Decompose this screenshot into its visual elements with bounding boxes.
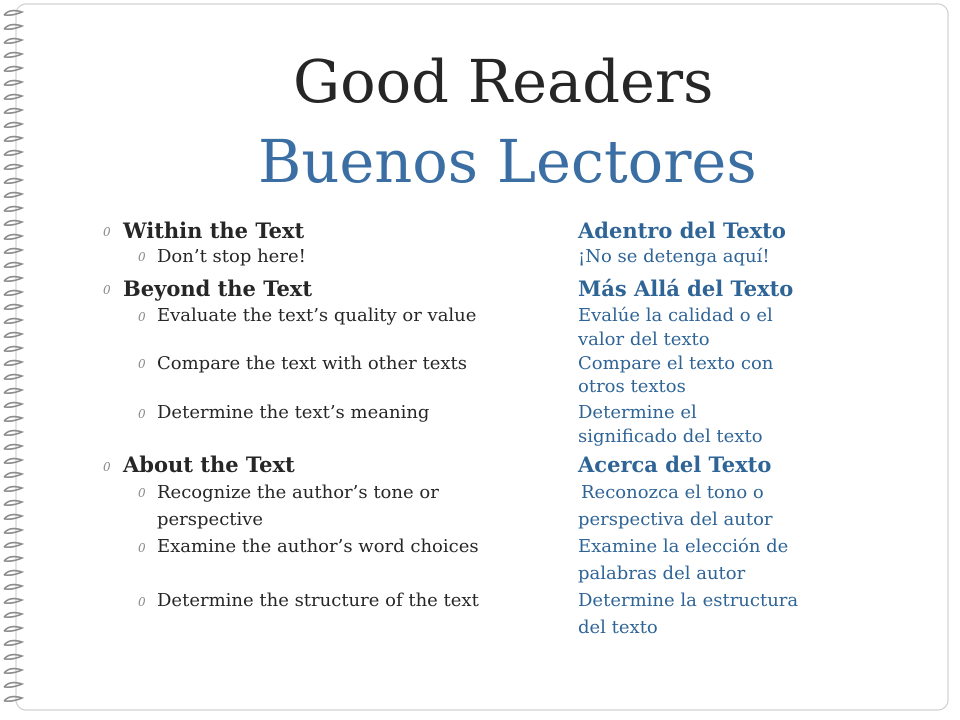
item-es: del texto	[578, 617, 658, 638]
spiral-ring	[4, 599, 22, 604]
spiral-ring	[4, 53, 22, 58]
item-es: Evalúe la calidad o el	[578, 305, 773, 326]
spiral-ring	[4, 165, 22, 170]
item-es: otros textos	[578, 376, 686, 397]
spiral-ring	[4, 221, 22, 226]
spiral-ring	[4, 459, 22, 464]
section-heading-es: Adentro del Texto	[578, 218, 786, 243]
item-en: Don’t stop here!	[157, 246, 306, 267]
item-es: palabras del autor	[578, 563, 746, 584]
spiral-ring	[4, 697, 22, 702]
spiral-ring	[4, 515, 22, 520]
bullet-marker: 0	[103, 460, 111, 474]
item-es: Reconozca el tono o	[581, 482, 764, 503]
spiral-ring	[4, 95, 22, 100]
spiral-ring	[4, 39, 22, 44]
spiral-ring	[4, 333, 22, 338]
item-es: Determine el	[578, 402, 697, 423]
spiral-ring	[4, 417, 22, 422]
item-en: Recognize the author’s tone or	[157, 482, 439, 503]
bullet-marker: 0	[103, 283, 111, 297]
bullet-marker: 0	[138, 357, 146, 371]
section-heading-en: Beyond the Text	[123, 276, 313, 301]
item-es: Determine la estructura	[578, 590, 799, 611]
spiral-ring	[4, 249, 22, 254]
section-heading-en: About the Text	[123, 452, 295, 477]
spiral-ring	[4, 277, 22, 282]
spiral-ring	[4, 375, 22, 380]
spiral-ring	[4, 613, 22, 618]
spiral-ring	[4, 431, 22, 436]
bullet-marker: 0	[138, 407, 146, 421]
spiral-ring	[4, 291, 22, 296]
spiral-ring	[4, 571, 22, 576]
bullet-marker: 0	[138, 486, 146, 500]
spiral-ring	[4, 641, 22, 646]
item-es: ¡No se detenga aquí!	[578, 246, 770, 267]
section-heading-es: Acerca del Texto	[578, 452, 772, 477]
item-en: perspective	[157, 509, 264, 530]
item-es: perspectiva del autor	[578, 509, 773, 530]
spiral-ring	[4, 683, 22, 688]
spiral-ring	[4, 501, 22, 506]
spiral-ring	[4, 473, 22, 478]
spiral-ring	[4, 25, 22, 30]
spiral-ring	[4, 655, 22, 660]
item-en: Compare the text with other texts	[157, 353, 467, 374]
section-heading-en: Within the Text	[123, 218, 305, 243]
spiral-ring	[4, 585, 22, 590]
spiral-ring	[4, 305, 22, 310]
spiral-ring	[4, 361, 22, 366]
spiral-ring	[4, 207, 22, 212]
item-en: Determine the structure of the text	[157, 590, 479, 611]
item-es: significado del texto	[578, 426, 763, 447]
item-en: Evaluate the text’s quality or value	[157, 305, 477, 326]
spiral-ring	[4, 263, 22, 268]
spiral-ring	[4, 529, 22, 534]
spiral-ring	[4, 487, 22, 492]
title-spanish: Buenos Lectores	[258, 127, 757, 196]
item-es: Examine la elección de	[578, 536, 789, 557]
spiral-ring	[4, 11, 22, 16]
bullet-marker: 0	[138, 310, 146, 324]
spiral-ring	[4, 137, 22, 142]
bullet-marker: 0	[103, 225, 111, 239]
spiral-ring	[4, 151, 22, 156]
spiral-ring	[4, 109, 22, 114]
spiral-rings	[4, 11, 22, 702]
spiral-ring	[4, 347, 22, 352]
spiral-ring	[4, 193, 22, 198]
bullet-marker: 0	[138, 541, 146, 555]
spiral-ring	[4, 67, 22, 72]
spiral-ring	[4, 543, 22, 548]
item-en: Examine the author’s word choices	[157, 536, 479, 557]
bullet-marker: 0	[138, 250, 146, 264]
bullet-marker: 0	[138, 595, 146, 609]
item-en: Determine the text’s meaning	[157, 402, 430, 423]
spiral-ring	[4, 179, 22, 184]
section-heading-es: Más Allá del Texto	[578, 276, 794, 301]
item-es: valor del texto	[578, 329, 710, 350]
title-english: Good Readers	[293, 47, 714, 116]
spiral-ring	[4, 627, 22, 632]
spiral-ring	[4, 81, 22, 86]
spiral-ring	[4, 319, 22, 324]
spiral-ring	[4, 235, 22, 240]
item-es: Compare el texto con	[578, 353, 774, 374]
spiral-ring	[4, 557, 22, 562]
spiral-ring	[4, 389, 22, 394]
spiral-ring	[4, 123, 22, 128]
spiral-ring	[4, 669, 22, 674]
spiral-ring	[4, 403, 22, 408]
spiral-ring	[4, 445, 22, 450]
